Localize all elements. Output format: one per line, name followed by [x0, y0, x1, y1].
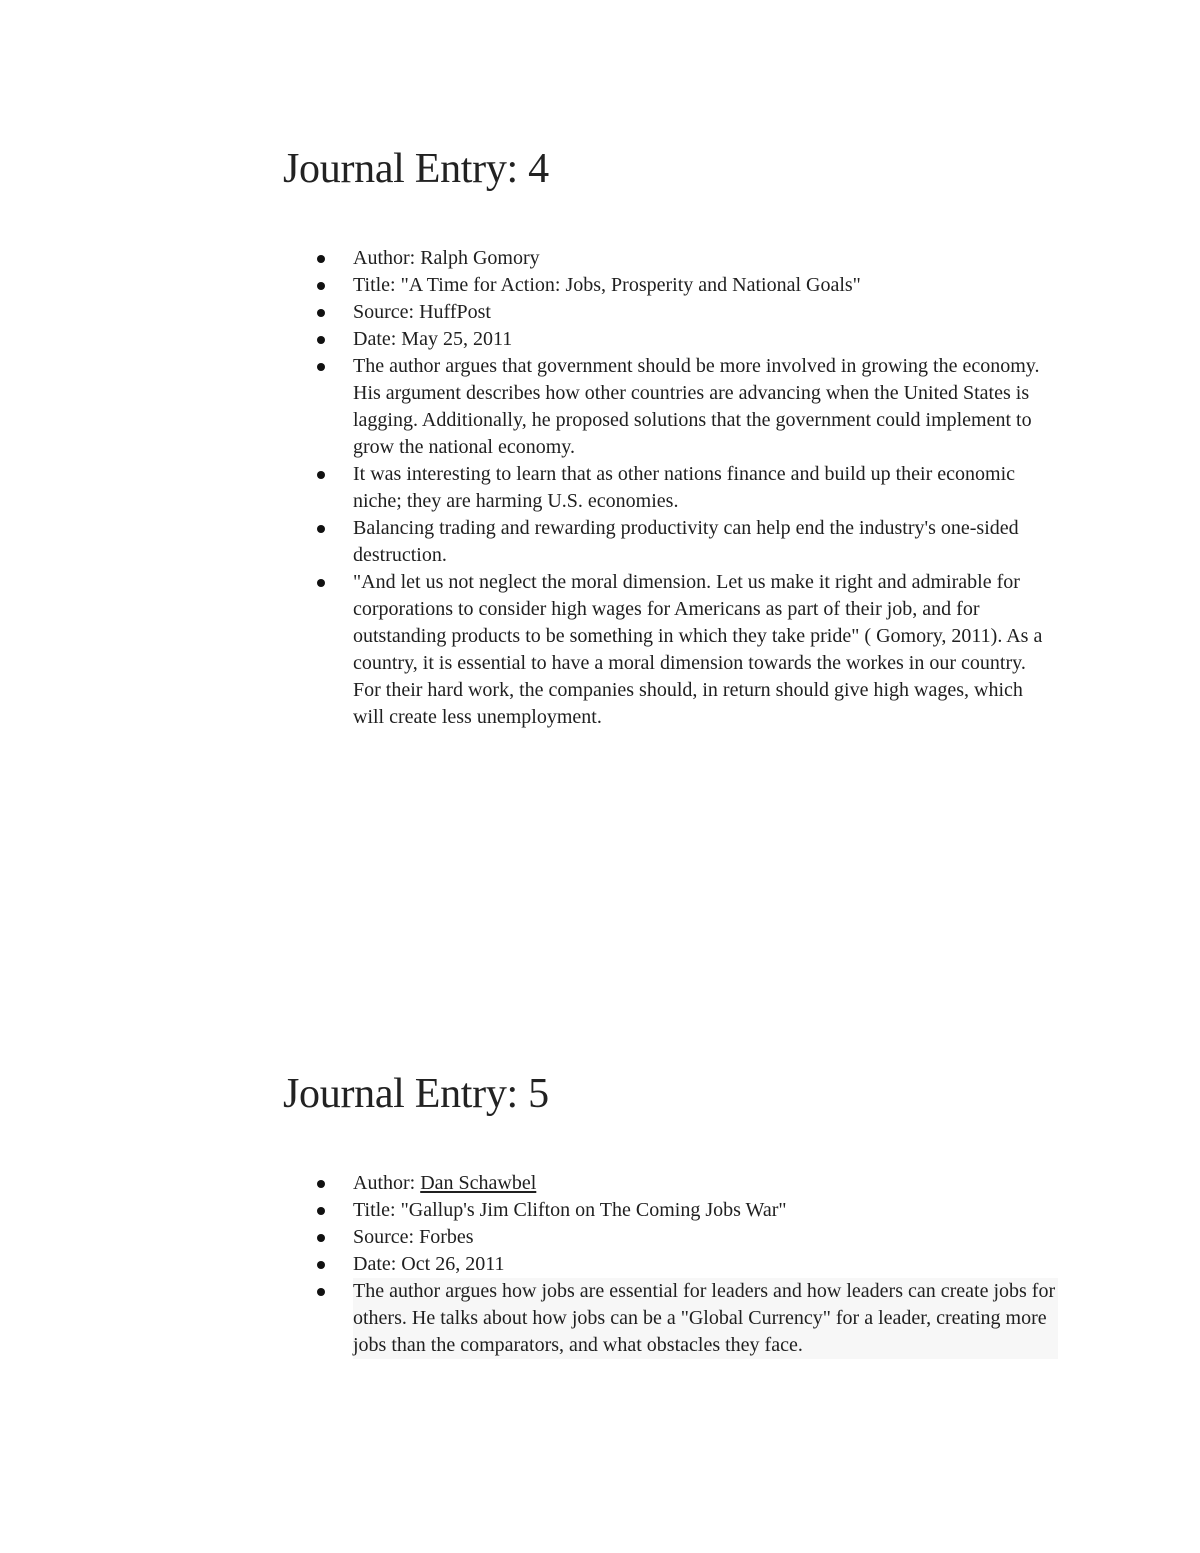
bullet-icon	[317, 363, 325, 371]
bullet-icon	[317, 1180, 325, 1188]
bullet-icon	[317, 336, 325, 344]
list-item-note: Balancing trading and rewarding productivity can help end the industry's one-sided destruction.	[283, 515, 1063, 569]
author-prefix: Author:	[353, 1172, 421, 1194]
journal-entry-5	[283, 1071, 1083, 1356]
list-item-author: Author: Ralph Gomory	[283, 245, 1063, 272]
bullet-icon	[317, 1261, 325, 1269]
list-item-date: Date: May 25, 2011	[283, 326, 1063, 353]
bullet-icon	[317, 579, 325, 587]
bullet-icon	[317, 1207, 325, 1215]
journal-entry-4	[283, 146, 1083, 728]
list-item-summary: The author argues how jobs are essential for leaders and how leaders can create jobs for others. He talks about how jobs can be a "Global Currency" for a leader, creating more jobs than the comparators, and what obstacles they face.	[283, 1278, 1063, 1359]
bullet-icon	[317, 1234, 325, 1242]
list-item-note: It was interesting to learn that as other nations finance and build up their economic niche; they are harming U.S. economies.	[283, 461, 1063, 515]
bullet-icon	[317, 471, 325, 479]
list-item-author	[283, 1170, 1063, 1197]
entry-bullet-list	[283, 1170, 1063, 1359]
bullet-icon	[317, 255, 325, 263]
list-item-date: Date: Oct 26, 2011	[283, 1251, 1063, 1278]
entry-title: Journal Entry: 4	[283, 146, 549, 192]
list-item-title: Title: "A Time for Action: Jobs, Prosperity and National Goals"	[283, 272, 1063, 299]
list-item-quote: "And let us not neglect the moral dimension. Let us make it right and admirable for corporations to consider high wages for Americans as part of their job, and for outstanding products to be something in which they take pride" ( Gomory, 2011). As a country, it is essential to have a moral dimension towards the workes in our country. For their hard work, the companies should, in return should give high wages, which will create less unemployment.	[283, 569, 1063, 731]
list-item-title: Title: "Gallup's Jim Clifton on The Coming Jobs War"	[283, 1197, 1063, 1224]
bullet-icon	[317, 1288, 325, 1296]
bullet-icon	[317, 282, 325, 290]
bullet-icon	[317, 309, 325, 317]
entry-title: Journal Entry: 5	[283, 1071, 549, 1117]
author-link[interactable]: Dan Schawbel	[420, 1172, 537, 1194]
list-item-source: Source: Forbes	[283, 1224, 1063, 1251]
list-item-summary: The author argues that government should be more involved in growing the economy. His argument describes how other countries are advancing when the United States is lagging. Additionally, he proposed solutions that the government could implement to grow the national economy.	[283, 353, 1063, 461]
list-item-source: Source: HuffPost	[283, 299, 1063, 326]
entry-bullet-list	[283, 245, 1063, 731]
bullet-icon	[317, 525, 325, 533]
